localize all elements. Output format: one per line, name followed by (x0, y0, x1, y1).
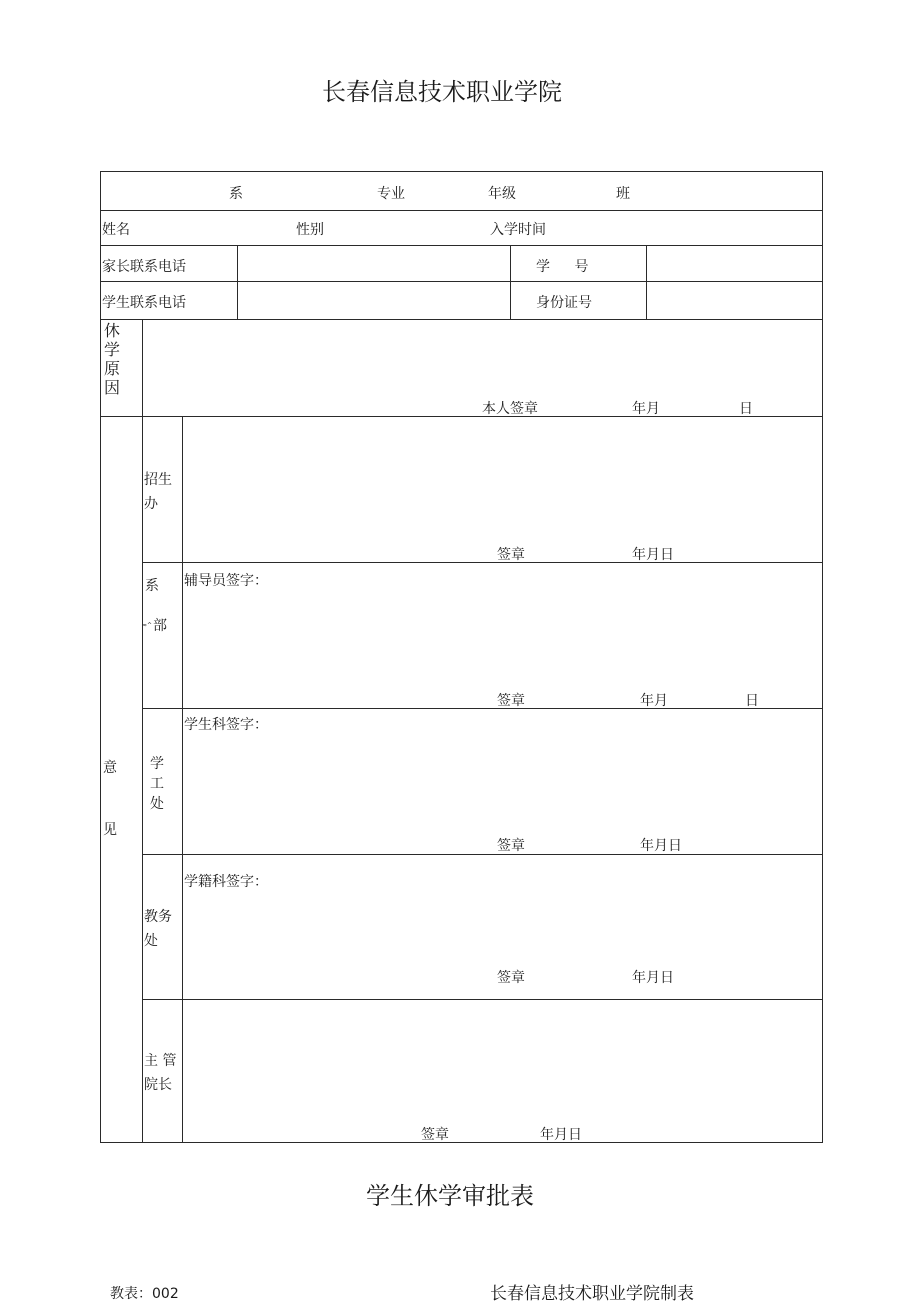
opinion-label: 意 见 (103, 760, 117, 838)
section-divider (142, 562, 823, 563)
college-name: 长春信息技术职业学院 (322, 78, 562, 106)
academic-label: 教务处 (144, 909, 172, 949)
department-counselor-sign: 辅导员签字： (184, 573, 268, 589)
reason-day: 日 (739, 401, 753, 417)
table-border-top (100, 171, 823, 172)
row-divider (100, 319, 823, 320)
col-divider (510, 245, 511, 320)
admissions-sign: 签章 (497, 547, 525, 563)
department-label-2: 部 (153, 618, 167, 634)
id-no-label: 身份证号 (536, 295, 592, 311)
department-ym: 年月 (640, 693, 668, 709)
president-sign: 签章 (421, 1127, 449, 1143)
row-divider (100, 281, 823, 282)
major-label: 专业 (377, 186, 405, 202)
reason-sign: 本人签章 (482, 401, 538, 417)
col-divider (182, 416, 183, 1143)
department-label: 系 (145, 578, 159, 594)
table-border-left (100, 171, 101, 1143)
department-mark: ≈^ (142, 622, 153, 629)
form-title: 学生休学审批表 (366, 1182, 534, 1210)
academic-date: 年月日 (632, 970, 674, 986)
student-affairs-sign: 签章 (497, 838, 525, 854)
grade-label: 年级 (488, 186, 516, 202)
class-label: 班 (616, 186, 630, 202)
row-divider (100, 416, 823, 417)
president-date: 年月日 (540, 1127, 582, 1143)
section-divider (142, 708, 823, 709)
col-divider (142, 319, 143, 1143)
student-affairs-label: 学工处 (150, 756, 164, 812)
reason-ym: 年月 (632, 401, 660, 417)
parent-phone-label: 家长联系电话 (102, 259, 186, 275)
student-affairs-date: 年月日 (640, 838, 682, 854)
president-label: 主 管 院长 (144, 1053, 177, 1093)
academic-sign: 签章 (497, 970, 525, 986)
table-border-bottom (100, 1142, 823, 1143)
dept-label: 系 (229, 186, 243, 202)
enroll-time-label: 入学时间 (490, 222, 546, 238)
student-no-label: 学 号 (536, 259, 589, 275)
academic-sub: 学籍科签字： (184, 874, 268, 890)
table-border-right (822, 171, 823, 1143)
col-divider (237, 245, 238, 320)
name-label: 姓名 (102, 222, 130, 238)
student-affairs-sub: 学生科签字： (184, 717, 268, 733)
student-phone-label: 学生联系电话 (102, 295, 186, 311)
col-divider (646, 245, 647, 320)
department-sign: 签章 (497, 693, 525, 709)
section-divider (142, 999, 823, 1000)
gender-label: 性别 (296, 222, 324, 238)
reason-label: 休学原因 (104, 321, 121, 397)
section-divider (142, 854, 823, 855)
row-divider (100, 245, 823, 246)
admissions-date: 年月日 (632, 547, 674, 563)
form-maker: 长春信息技术职业学院制表 (490, 1284, 694, 1304)
department-day: 日 (745, 693, 759, 709)
admissions-label: 招生办 (144, 472, 172, 512)
row-divider (100, 210, 823, 211)
form-code: 教表：002 (110, 1286, 179, 1302)
